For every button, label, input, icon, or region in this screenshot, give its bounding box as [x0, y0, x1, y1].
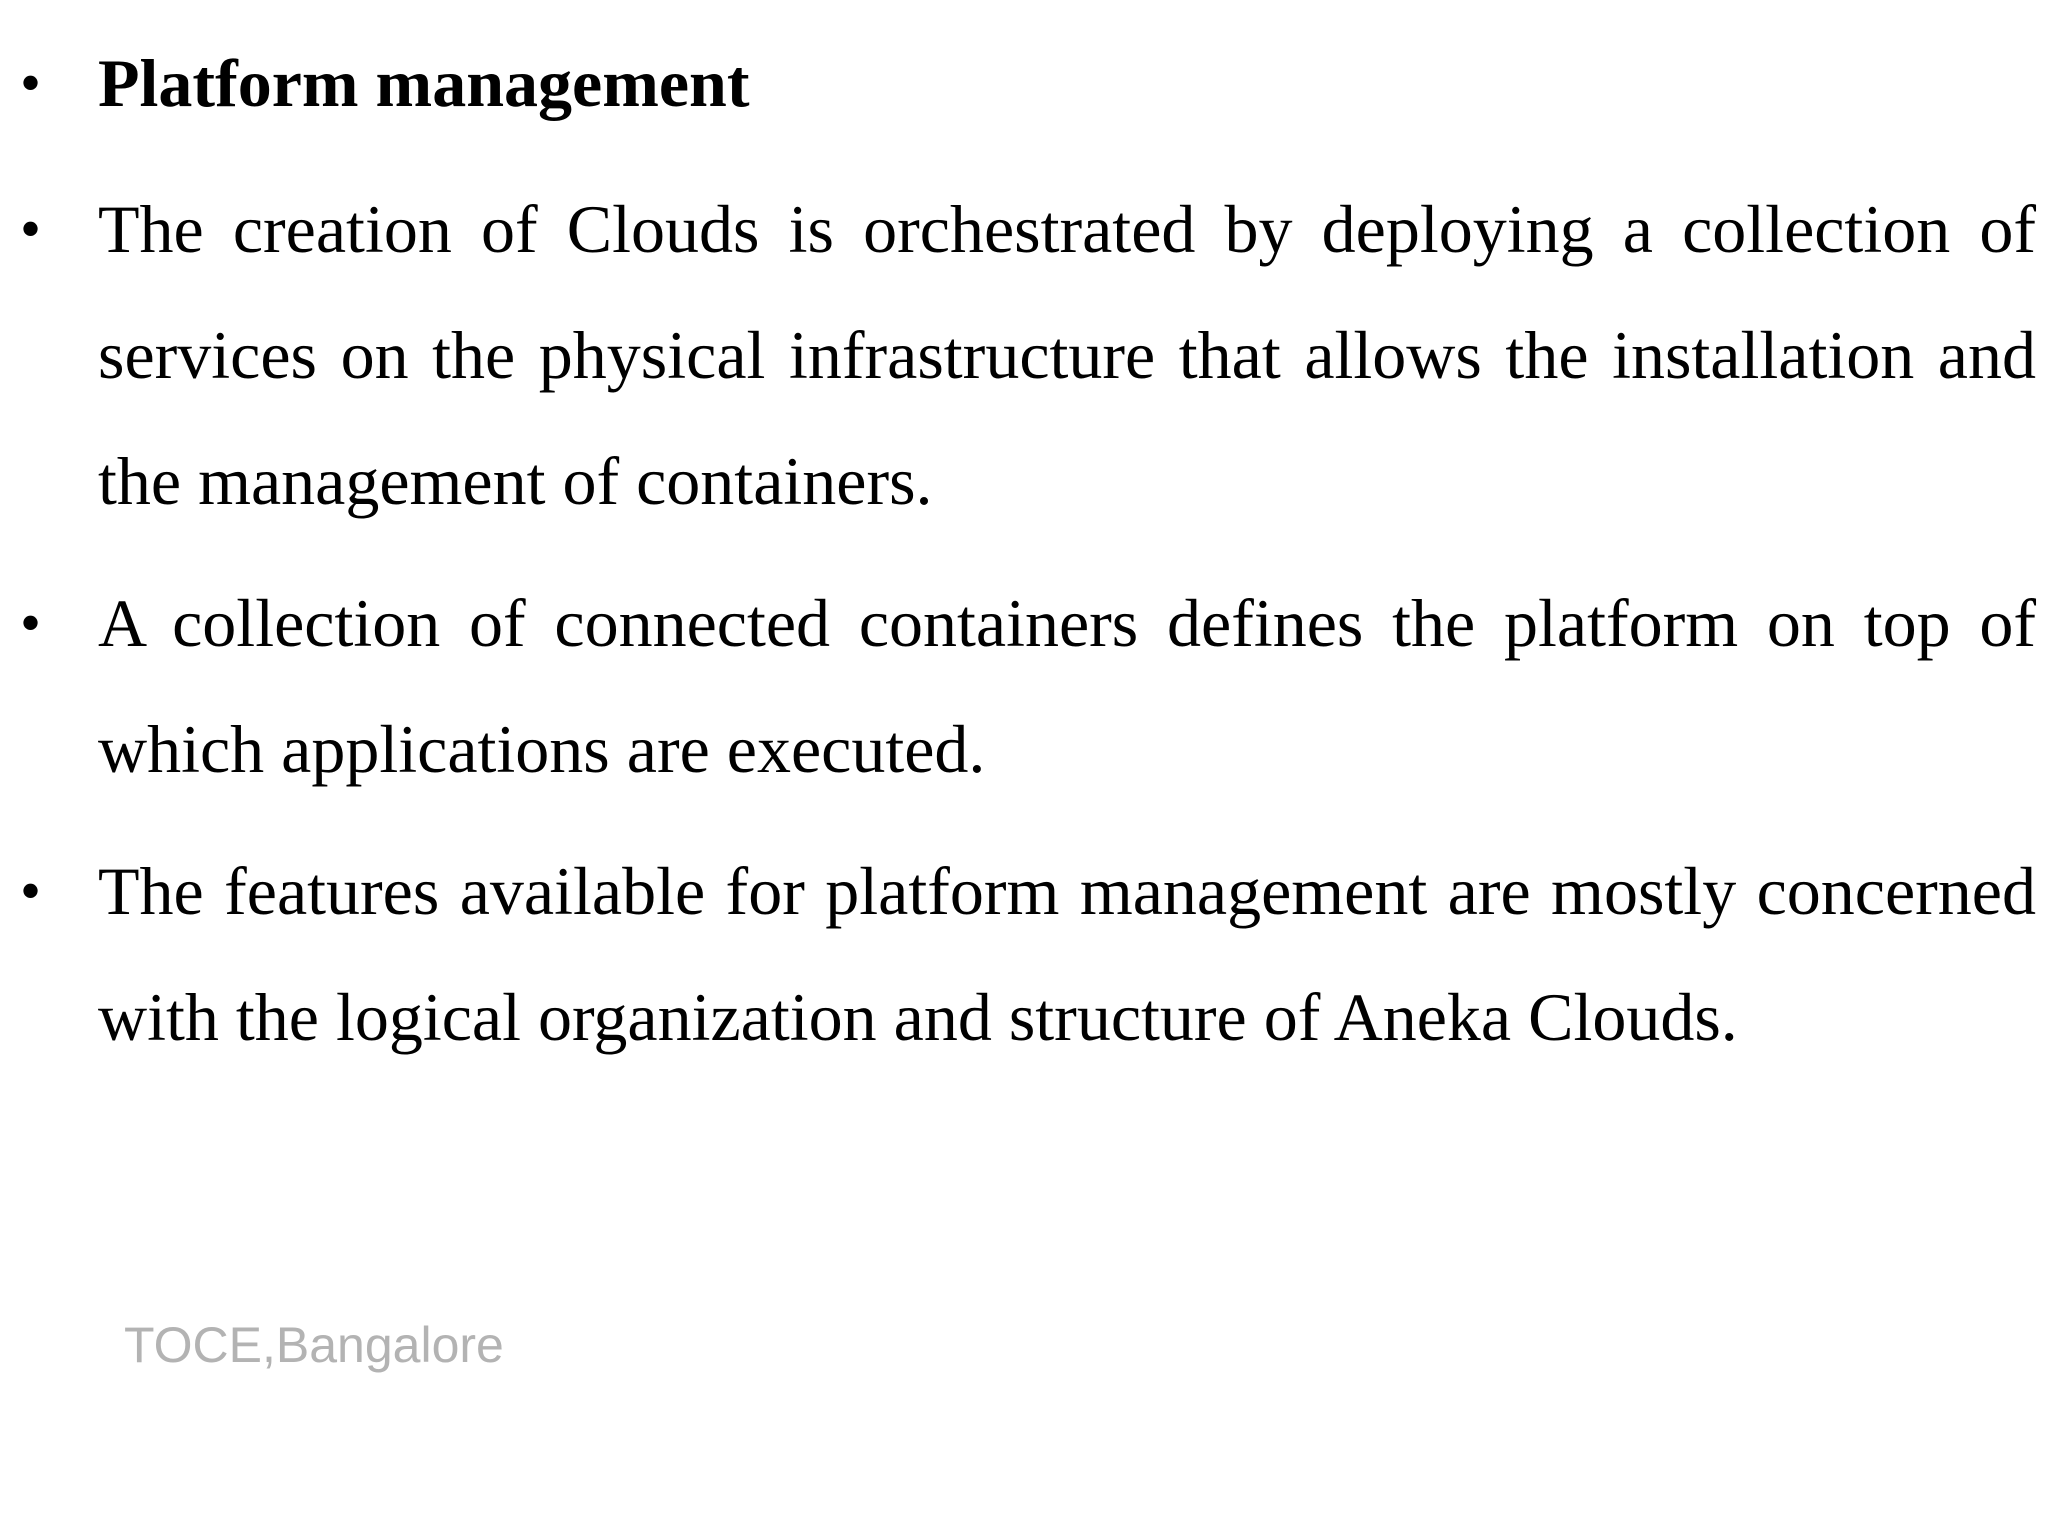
bullet-text: The features available for platform management are mostly concerned with the logical organization and structure of Aneka Clouds.: [98, 853, 2036, 1055]
bullet-item: [0, 560, 2036, 812]
footer-text: TOCE,Bangalore: [124, 1317, 504, 1373]
bullet-icon: •: [20, 196, 42, 262]
bullet-icon: •: [20, 858, 42, 924]
bullet-list: [0, 38, 2036, 1096]
bullet-text: The creation of Clouds is orchestrated by deploying a collection of services on the physical infrastructure that allows the installation and the management of containers.: [98, 191, 2036, 519]
bullet-text: A collection of connected containers defines the platform on top of which applications are executed.: [98, 585, 2036, 787]
bullet-item: [0, 828, 2036, 1080]
bullet-icon: •: [20, 590, 42, 656]
bullet-item-heading: [0, 38, 2036, 128]
bullet-icon: •: [20, 50, 42, 116]
bullet-item: [0, 166, 2036, 544]
bullet-heading-text: Platform management: [98, 45, 750, 121]
